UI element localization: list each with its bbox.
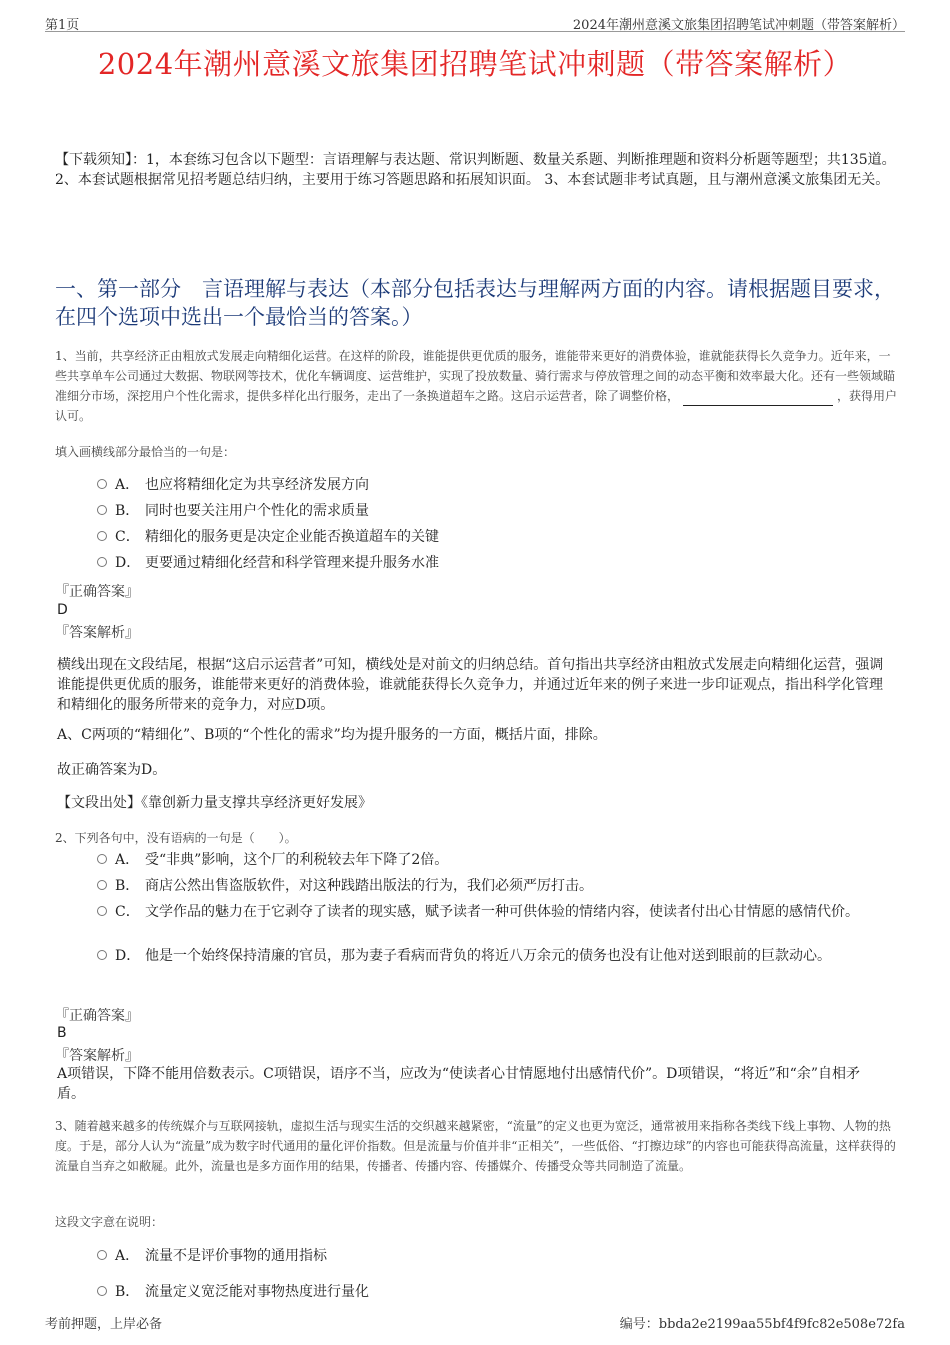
radio-icon[interactable] [97,854,107,864]
question-1-text-before: 1、当前，共享经济正由粗放式发展走向精细化运营。在这样的阶段，谁能提供更优质的服务，谁能带来更好的消费体验，谁就能获得长久竞争力。近年来，一些共享单车公司通过大数据、物联网等技术，优化车辆调度、运营维护，实现了投放数量、骑行需求与停放管理之间的动态平衡和效率最大化。还有一些领域瞄准细分市场，深挖用户个性化需求，提供多样化出行服务，走出了一条换道超车之路。这启示运营者，除了调整价格， [55,349,896,403]
question-1-answer: D [57,602,68,618]
question-1-analysis-p2: A、C两项的“精细化”、B项的“个性化的需求”均为提升服务的一方面，概括片面，排除。 [57,727,607,743]
question-1-option-d[interactable]: D． 更要通过精细化经营和科学管理来提升服务水准 [97,552,439,574]
radio-icon[interactable] [97,479,107,489]
download-notice: 【下载须知】：1，本套练习包含以下题型：言语理解与表达题、常识判断题、数量关系题、判断推理题和资料分析题等题型；共135道。 2、本套试题根据常见招考题总结归纳，主要用于练习答题思路和拓展知识面。 3、本套试题非考试真题，且与潮州意溪文旅集团无关。 [55,152,896,188]
question-1-analysis-p1: 横线出现在文段结尾，根据“这启示运营者”可知，横线处是对前文的归纳总结。首句指出共享经济由粗放式发展走向精细化运营，强调谁能提供更优质的服务，谁能带来更好的消费体验，谁就能获得长久竞争力，并通过近年来的例子来进一步印证观点，指出科学化管理和精细化的服务所带来的竞争力，对应D项。 [57,657,884,713]
question-2-analysis-label: 『答案解析』 [55,1048,139,1064]
question-1-analysis-label: 『答案解析』 [55,625,139,641]
question-2-answer: B [57,1025,67,1041]
question-1-analysis-p3: 故正确答案为D。 [57,762,167,778]
radio-icon[interactable] [97,880,107,890]
question-1-text-after: ，获得用户认可。 [55,389,898,423]
question-1-text [55,346,900,426]
radio-icon[interactable] [97,531,107,541]
question-1-option-c[interactable]: C． 精细化的服务更是决定企业能否换道超车的关键 [97,526,439,548]
radio-icon[interactable] [97,505,107,515]
question-2-answer-label: 『正确答案』 [55,1008,139,1024]
footer-slogan: 考前押题，上岸必备 [45,1317,163,1332]
radio-icon[interactable] [97,557,107,567]
radio-icon[interactable] [97,1286,107,1296]
question-3-option-b[interactable]: B． 流量定义宽泛能对事物热度进行量化 [97,1281,369,1299]
radio-icon[interactable] [97,950,107,960]
question-2-option-b[interactable]: B． 商店公然出售盗版软件，对这种践踏出版法的行为，我们必须严厉打击。 [97,875,877,897]
header-doc-title: 2024年潮州意溪文旅集团招聘笔试冲刺题（带答案解析） [572,18,905,33]
footer-document-id: 编号：bbda2e2199aa55bf4f9fc82e508e72fa [619,1317,905,1332]
radio-icon[interactable] [97,1250,107,1260]
fill-blank-line [683,393,833,406]
header-divider [45,31,905,32]
question-3-prompt: 这段文字意在说明： [55,1215,164,1229]
question-1-source: 【文段出处】《靠创新力量支撑共享经济更好发展》 [57,795,372,811]
page-number: 第1页 [45,18,80,33]
question-1-prompt: 填入画横线部分最恰当的一句是： [55,445,236,459]
question-2-option-d[interactable]: D． 他是一个始终保持清廉的官员，那为妻子看病而背负的将近八万余元的债务也没有让他对送到眼前的巨款动心。 [97,945,877,967]
question-2-option-c[interactable]: C． 文学作品的魅力在于它剥夺了读者的现实感，赋予读者一种可供体验的情绪内容，使读者付出心甘情愿的感情代价。 [97,901,885,923]
section-heading: 一、第一部分 言语理解与表达（本部分包括表达与理解两方面的内容。请根据题目要求，在四个选项中选出一个最恰当的答案。） [55,277,895,329]
question-2-text: 2、下列各句中，没有语病的一句是（ ）。 [55,831,297,845]
question-1-option-a[interactable]: A． 也应将精细化定为共享经济发展方向 [97,474,369,496]
question-1-answer-label: 『正确答案』 [55,584,139,600]
question-2-option-a[interactable]: A． 受“非典”影响，这个厂的利税较去年下降了2倍。 [97,849,877,871]
question-3-text: 3、随着越来越多的传统媒介与互联网接轨，虚拟生活与现实生活的交织越来越紧密，“流量”的定义也更为宽泛，通常被用来指称各类线下线上事物、人物的热度。于是，部分人认为“流量”成为数字时代通用的量化评价指数。但是流量与价值并非“正相关”，一些低俗、“打擦边球”的内容也可能获得高流量，这样获得的流量自当弃之如敝屣。此外，流量也是多方面作用的结果，传播者、传播内容、传播媒介、传播受众等共同制造了流量。 [55,1119,896,1173]
question-2-analysis: A项错误，下降不能用倍数表示。C项错误，语序不当，应改为“使读者心甘情愿地付出感情代价”。D项错误，“将近”和“余”自相矛盾。 [57,1066,860,1102]
question-3-option-a[interactable]: A． 流量不是评价事物的通用指标 [97,1245,327,1267]
radio-icon[interactable] [97,906,107,916]
page-title: 2024年潮州意溪文旅集团招聘笔试冲刺题（带答案解析） [97,47,853,81]
question-1-option-b[interactable]: B． 同时也要关注用户个性化的需求质量 [97,500,369,522]
